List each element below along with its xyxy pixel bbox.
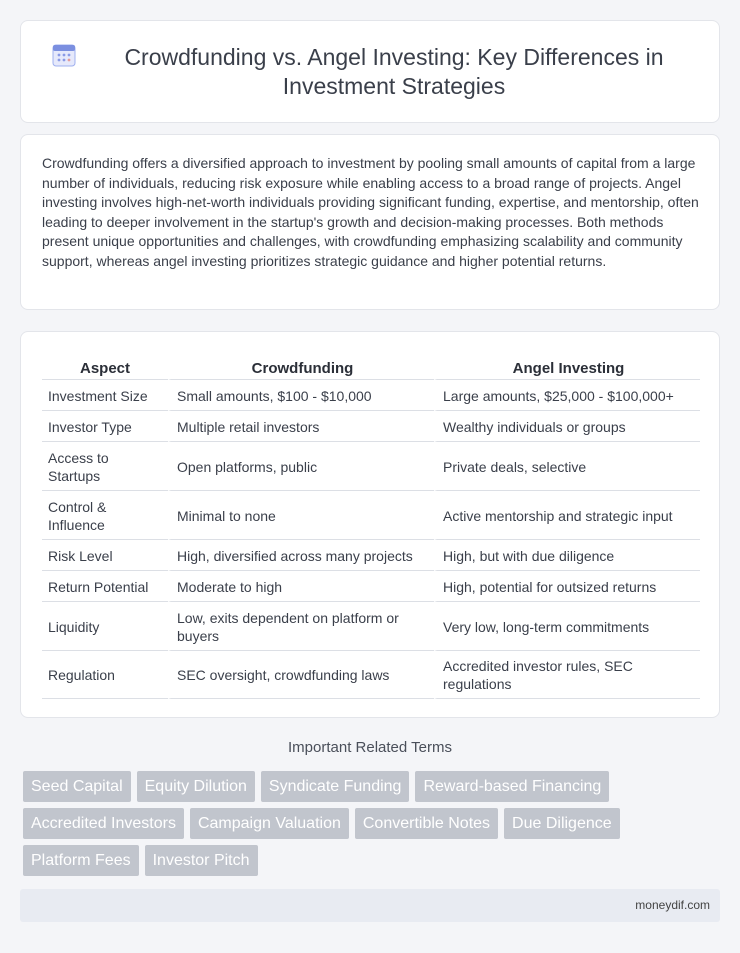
table-row <box>42 539 700 570</box>
tag-campaign-valuation[interactable]: Campaign Valuation <box>190 808 349 839</box>
table-cell: Return Potential <box>42 570 168 601</box>
table-cell: Accredited investor rules, SEC regulations <box>434 650 700 699</box>
footer <box>20 889 720 922</box>
table-cell: Regulation <box>42 650 168 699</box>
table-cell: Moderate to high <box>168 570 434 601</box>
tag-seed-capital[interactable]: Seed Capital <box>23 771 131 802</box>
header-card <box>20 20 720 123</box>
table-row <box>42 410 700 441</box>
comparison-table <box>42 352 700 699</box>
table-cell: Control & Influence <box>42 490 168 539</box>
table-cell: Open platforms, public <box>168 441 434 490</box>
intro-card <box>20 134 720 310</box>
footer-site-link[interactable]: moneydif.com <box>635 898 710 912</box>
tag-row <box>23 808 723 839</box>
table-cell: Active mentorship and strategic input <box>434 490 700 539</box>
tag-row <box>23 845 723 876</box>
table-cell: High, diversified across many projects <box>168 539 434 570</box>
table-row <box>42 570 700 601</box>
table-cell: SEC oversight, crowdfunding laws <box>168 650 434 699</box>
table-cell: Liquidity <box>42 601 168 650</box>
tag-accredited-investors[interactable]: Accredited Investors <box>23 808 184 839</box>
table-row <box>42 441 700 490</box>
calendar-icon <box>51 42 77 68</box>
table-cell: Multiple retail investors <box>168 410 434 441</box>
tag-investor-pitch[interactable]: Investor Pitch <box>145 845 258 876</box>
table-cell: Investment Size <box>42 379 168 410</box>
table-cell: High, but with due diligence <box>434 539 700 570</box>
table-row <box>42 490 700 539</box>
tag-due-diligence[interactable]: Due Diligence <box>504 808 620 839</box>
related-terms-title: Important Related Terms <box>288 739 452 756</box>
table-cell: Low, exits dependent on platform or buyers <box>168 601 434 650</box>
table-cell: Investor Type <box>42 410 168 441</box>
tag-platform-fees[interactable]: Platform Fees <box>23 845 139 876</box>
table-cell: Minimal to none <box>168 490 434 539</box>
tag-equity-dilution[interactable]: Equity Dilution <box>137 771 255 802</box>
column-header-angel-investing: Angel Investing <box>434 352 700 379</box>
table-row <box>42 601 700 650</box>
intro-paragraph: Crowdfunding offers a diversified approach to investment by pooling small amounts of capital from a large number of individuals, reducing risk exposure while enabling access to a broad range of projects. Angel investing involves high-net-worth individuals providing significant funding, expertise, and mentorship, often leading to deeper involvement in the startup's growth and decision-making processes. Both methods present unique opportunities and challenges, with crowdfunding emphasizing scalability and community support, whereas angel investing prioritizes strategic guidance and higher potential returns. <box>42 155 699 269</box>
tag-syndicate-funding[interactable]: Syndicate Funding <box>261 771 410 802</box>
column-header-crowdfunding: Crowdfunding <box>168 352 434 379</box>
tag-row <box>23 771 723 802</box>
table-cell: High, potential for outsized returns <box>434 570 700 601</box>
table-row <box>42 379 700 410</box>
related-terms-tags <box>23 771 723 882</box>
tag-convertible-notes[interactable]: Convertible Notes <box>355 808 498 839</box>
column-header-aspect: Aspect <box>79 360 131 377</box>
table-cell: Large amounts, $25,000 - $100,000+ <box>434 379 700 410</box>
comparison-table-card <box>20 331 720 718</box>
table-cell: Wealthy individuals or groups <box>434 410 700 441</box>
table-cell: Risk Level <box>42 539 168 570</box>
table-cell: Private deals, selective <box>434 441 700 490</box>
table-cell: Small amounts, $100 - $10,000 <box>168 379 434 410</box>
tag-reward-based-financing[interactable]: Reward-based Financing <box>415 771 609 802</box>
page-title: Crowdfunding vs. Angel Investing: Key Differences in Investment Strategies <box>124 43 664 99</box>
table-header-row <box>42 352 700 379</box>
table-cell: Very low, long-term commitments <box>434 601 700 650</box>
table-cell: Access to Startups <box>42 441 168 490</box>
table-row <box>42 650 700 699</box>
